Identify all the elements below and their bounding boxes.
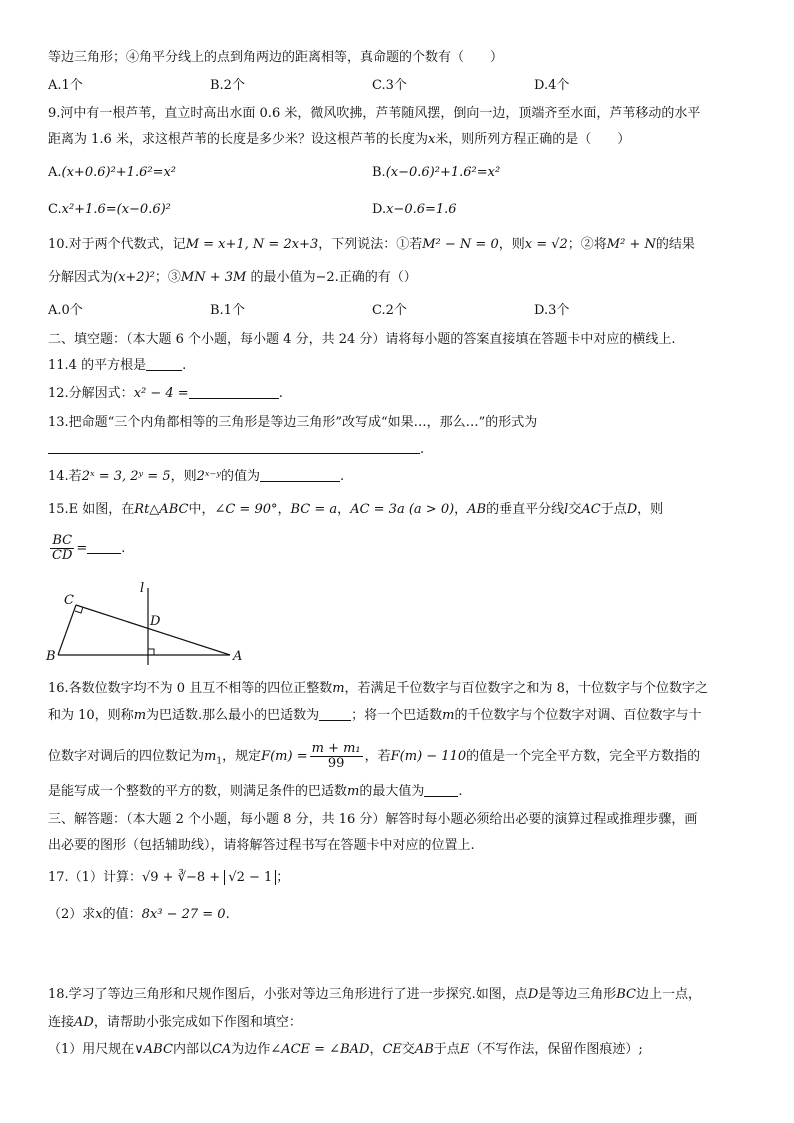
q9-option-b: B.(x−0.6)²+1.6²=x² <box>372 165 501 180</box>
q15-fraction: $\frac{BC}{CD}$ = . <box>52 533 126 563</box>
q13-answer-line <box>48 453 420 454</box>
var-x: x <box>427 132 436 147</box>
answer-blank <box>260 469 340 482</box>
section3-heading-1: 三、解答题：（本大题 2 个小题，每小题 8 分，共 16 分）解答时每小题必须给出必要的演算过程或推理步骤，画 <box>48 812 698 827</box>
q14: 14.若2ˣ = 3, 2ʸ = 5，则2ˣ⁻ʸ的值为 . <box>48 469 345 484</box>
q16-line1: 16.各数位数字均不为 0 且互不相等的四位正整数m，若满足千位数字与百位数字之和为 8，十位数字与个位数字之 <box>48 681 708 696</box>
q17-part2: （2）求x的值：8x³ − 27 = 0. <box>48 907 230 922</box>
q16-line2: 和为 10，则称m为巴适数.那么最小的巴适数为 ；将一个巴适数m的千位数字与个位数字对调、百位数字与十 <box>48 708 702 723</box>
answer-blank <box>319 708 351 721</box>
q10-line2: 分解因式为(x+2)²；③MN + 3M 的最小值为−2.正确的有（） <box>48 270 417 285</box>
q18-line1: 18.学习了等边三角形和尺规作图后，小张对等边三角形进行了进一步探究.如图，点D是等边三角形BC边上一点， <box>48 987 702 1002</box>
q9-option-a: A.(x+0.6)²+1.6²=x² <box>48 165 176 180</box>
q8-option-d: D.4个 <box>534 78 570 93</box>
q17-part1: 17.（1）计算：√9 + ∛−8 + √2 − 1 ； <box>48 870 290 885</box>
answer-blank <box>87 541 121 554</box>
q10-option-b: B.1个 <box>210 303 245 318</box>
q10-option-d: D.3个 <box>534 303 570 318</box>
label-c: C <box>64 593 74 608</box>
q9-line2: 距离为 1.6 米，求这根芦苇的长度是多少米？设这根芦苇的长度为x米，则所列方程正确的是（ ） <box>48 132 631 147</box>
q11: 11.4 的平方根是 . <box>48 358 187 373</box>
q16-line4: 是能写成一个整数的平方的数，则满足条件的巴适数m的最大值为 . <box>48 784 463 799</box>
answer-blank <box>424 784 458 797</box>
label-a: A <box>233 649 243 664</box>
exam-page: 等边三角形；④角平分线上的点到角两边的距离相等，真命题的个数有（ ） A.1个 B.2个 C.3个 D.4个 9.河中有一根芦苇，直立时高出水面 0.6 米，微风吹拂，芦苇随风摆，倒向一边，顶端齐至水面，芦苇移动的水平 距离为 1.6 米，求这根芦苇的长度是多少米？设这根芦苇的长度为x米，则所列方程正确的是（ ） A.(x+0.6)²+1.6²=x² B.(x−0.6)²+1.6²=x² C.x²+1.6=(x−0.6)² D.x−0.6=1.6 10.对于两个代数式，记M = x+1, N = 2x+3，下列说法：①若M² − N = 0，则x = √2；②将M² + N的结果 分解因式为(x+2)²；③MN + 3M 的最小值为−2.正确的有（） A.0个 B.1个 C.2个 D.3个 二、填空题：（本大题 6 个小题，每小题 4 分，共 24 分）请将每小题的答案直接填在答题卡中对应的横线上. 11.4 的平方根是 . 12.分解因式：x² − 4 = . 13.把命题“三个内角都相等的三角形是等边三角形”改写成“如果…，那么…”的形式为 . 14.若2ˣ = 3, 2ʸ = 5，则2ˣ⁻ʸ的值为 . 15.E 如图，在Rt△ABC中，∠C = 90°，BC = a，AC = 3a (a > 0)，AB的垂直平分线l交AC于点D，则 $\frac{BC}{CD}$ = . C l D B A 16.各数位数字均不为 0 且互不相等的四位正整数m，若满足千位数字与百位数字之和为 8，十位数字与个位数字之 和为 10，则称m为巴适数.那么最小的巴适数为 ；将一个巴适数m的千位数字与个位数字对调、百位数字与十 位数字对调后的四位数记为$m_1$，规定F(m) = $\frac{\text{m + m₁}}{99}$ ，若F(m) − 110的值是一个完全平方数，完全平方数指的 是能写成一个整数的平方的数，则满足条件的巴适数m的最大值为 . 三、解答题：（本大题 2 个小题，每小题 8 分，共 16 分）解答时每小题必须给出必要的演算过程或推理步骤，画 出必要的图形（包括辅助线），请将解答过程书写在答题卡中对应的位置上. 17.（1）计算：√9 + ∛−8 + √2 − 1 ； （2）求x的值：8x³ − 27 = 0. 18.学习了等边三角形和尺规作图后，小张对等边三角形进行了进一步探究.如图，点D是等边三角形BC边上一点， 连接AD，请帮助小张完成如下作图和填空： （1）用尺规在∨ABC内部以CA为边作∠ACE = ∠BAD，CE交AB于点E（不写作法，保留作图痕迹）; <box>0 0 794 1123</box>
q13: 13.把命题“三个内角都相等的三角形是等边三角形”改写成“如果…，那么…”的形式为 <box>48 415 538 430</box>
label-d: D <box>150 614 161 629</box>
q10-option-a: A.0个 <box>48 303 83 318</box>
section3-heading-2: 出必要的图形（包括辅助线），请将解答过程书写在答题卡中对应的位置上. <box>48 838 475 853</box>
section2-heading: 二、填空题：（本大题 6 个小题，每小题 4 分，共 24 分）请将每小题的答案直接填在答题卡中对应的横线上. <box>48 332 676 347</box>
label-b: B <box>46 649 56 664</box>
q8-option-a: A.1个 <box>48 78 83 93</box>
q8-stem: 等边三角形；④角平分线上的点到角两边的距离相等，真命题的个数有（ ） <box>48 50 504 65</box>
q12: 12.分解因式：x² − 4 = . <box>48 386 283 401</box>
q18-line3: （1）用尺规在∨ABC内部以CA为边作∠ACE = ∠BAD，CE交AB于点E（不写作法，保留作图痕迹）; <box>48 1042 643 1057</box>
q15-triangle-figure <box>40 580 260 670</box>
q9-option-c: C.x²+1.6=(x−0.6)² <box>48 202 171 217</box>
label-l: l <box>140 581 145 596</box>
q16-line3: 位数字对调后的四位数记为$m_1$，规定F(m) = $\frac{\text{m + m₁}}{99}$ ，若F(m) − 110的值是一个完全平方数，完全平方数指的 <box>48 741 701 771</box>
answer-blank <box>146 358 182 371</box>
answer-blank <box>189 386 279 399</box>
q10-line1: 10.对于两个代数式，记M = x+1, N = 2x+3，下列说法：①若M² − N = 0，则x = √2；②将M² + N的结果 <box>48 237 695 252</box>
q9-line1: 9.河中有一根芦苇，直立时高出水面 0.6 米，微风吹拂，芦苇随风摆，倒向一边，顶端齐至水面，芦苇移动的水平 <box>48 106 701 121</box>
q15-line1: 15.E 如图，在Rt△ABC中，∠C = 90°，BC = a，AC = 3a (a > 0)，AB的垂直平分线l交AC于点D，则 <box>48 502 664 517</box>
q8-option-c: C.3个 <box>372 78 407 93</box>
q10-option-c: C.2个 <box>372 303 407 318</box>
q18-line2: 连接AD，请帮助小张完成如下作图和填空： <box>48 1015 302 1030</box>
q9-option-d: D.x−0.6=1.6 <box>372 202 457 217</box>
q8-option-b: B.2个 <box>210 78 245 93</box>
